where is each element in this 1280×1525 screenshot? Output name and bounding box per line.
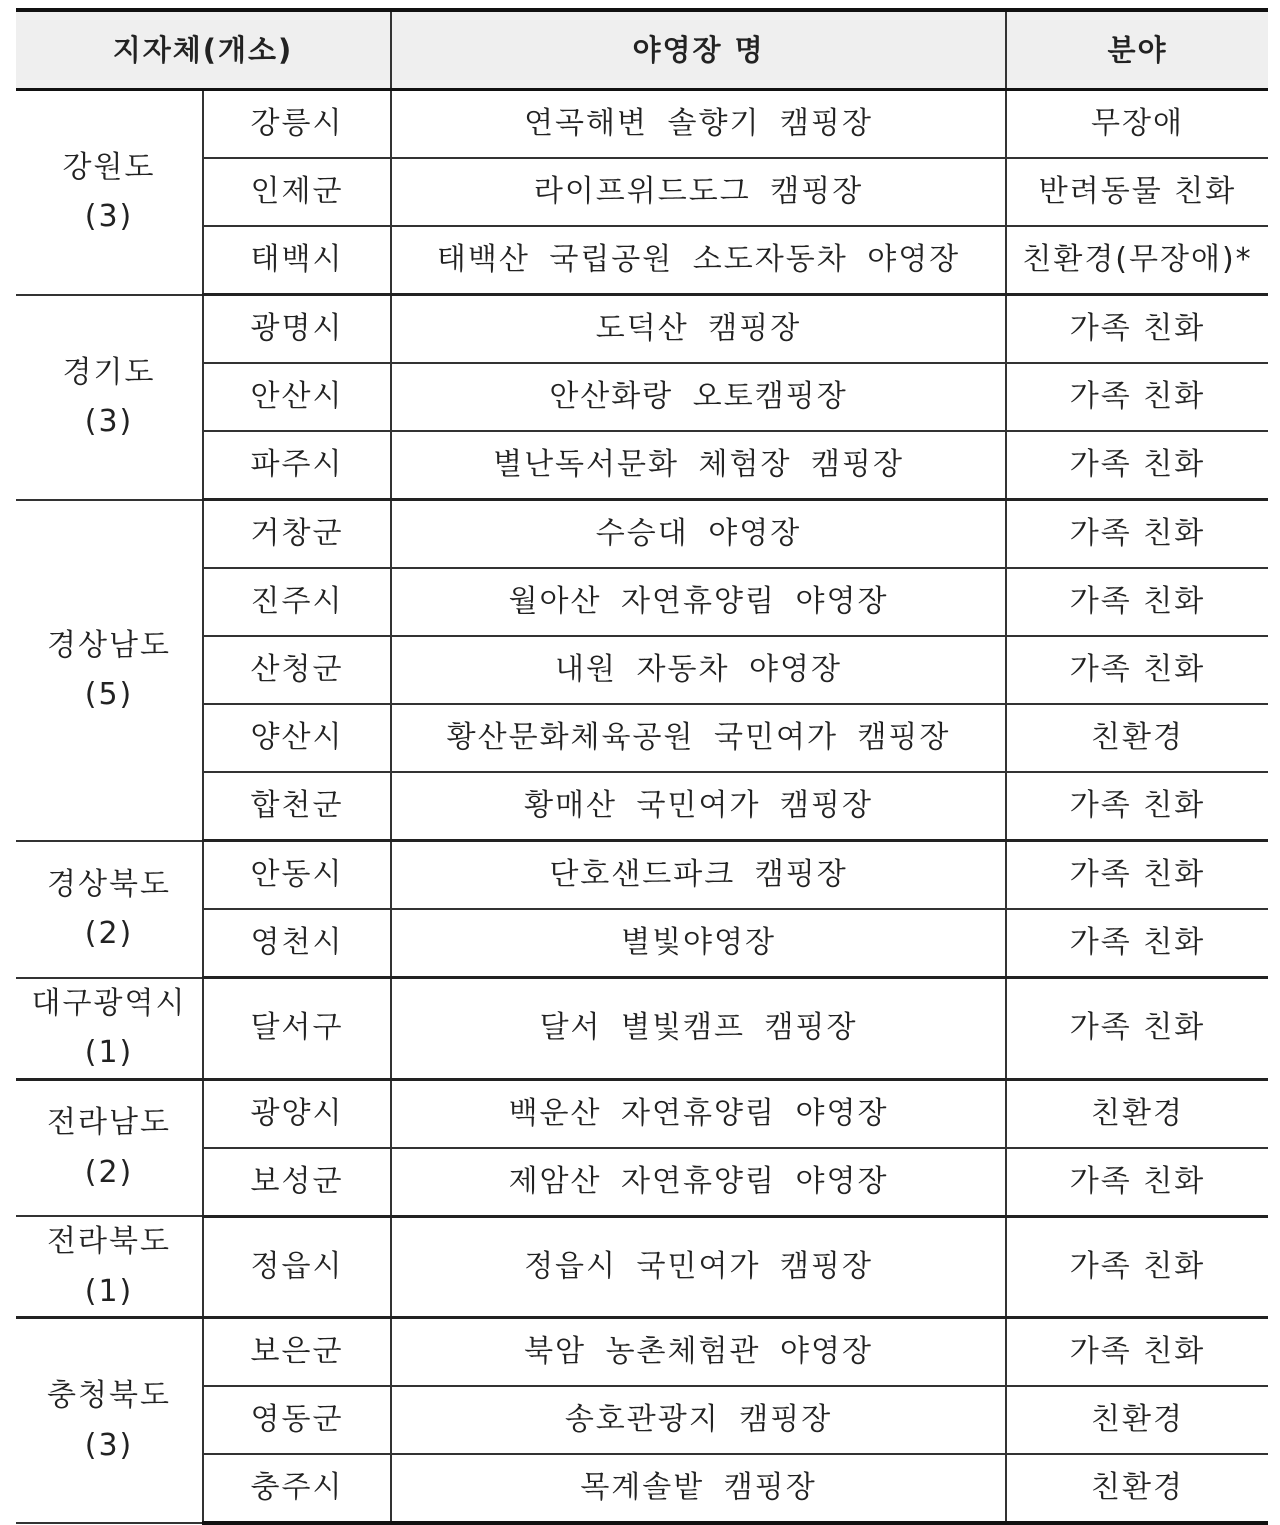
city-cell: 산청군 (203, 636, 391, 704)
city-cell: 거창군 (203, 500, 391, 569)
region-count: (3) (84, 404, 134, 439)
region-name: 경상북도 (47, 866, 171, 902)
region-cell (16, 841, 203, 978)
city-cell: 충주시 (203, 1454, 391, 1523)
field-cell: 반려동물 친화 (1006, 158, 1268, 226)
campsite-name-cell: 별빛야영장 (391, 909, 1006, 978)
field-cell: 가족 친화 (1006, 1148, 1268, 1217)
campsite-name-cell: 목계솔밭 캠핑장 (391, 1454, 1006, 1523)
field-cell: 친환경(무장애)* (1006, 226, 1268, 295)
table-row (16, 704, 1268, 772)
field-cell: 가족 친화 (1006, 568, 1268, 636)
region-cell (16, 978, 203, 1080)
field-cell: 가족 친화 (1006, 1318, 1268, 1387)
city-cell: 광명시 (203, 295, 391, 364)
field-cell: 가족 친화 (1006, 841, 1268, 910)
region-count: (1) (84, 1273, 134, 1309)
city-cell: 영동군 (203, 1386, 391, 1454)
city-cell: 정읍시 (203, 1216, 391, 1318)
table-row (16, 772, 1268, 841)
city-cell: 영천시 (203, 909, 391, 978)
region-name: 경기도 (62, 354, 156, 390)
city-cell: 안동시 (203, 841, 391, 910)
header-campsite-name: 야영장 명 (391, 10, 1006, 90)
field-cell: 가족 친화 (1006, 909, 1268, 978)
field-cell: 가족 친화 (1006, 1216, 1268, 1318)
campsite-name-cell: 라이프위드도그 캠핑장 (391, 158, 1006, 226)
field-cell: 친환경 (1006, 704, 1268, 772)
field-cell: 가족 친화 (1006, 363, 1268, 431)
campsite-name-cell: 달서 별빛캠프 캠핑장 (391, 978, 1006, 1080)
region-name: 충청북도 (47, 1378, 171, 1413)
campsite-name-cell: 단호샌드파크 캠핑장 (391, 841, 1006, 910)
table-row (16, 226, 1268, 295)
field-cell: 가족 친화 (1006, 500, 1268, 569)
field-cell: 가족 친화 (1006, 295, 1268, 364)
table-row (16, 363, 1268, 431)
region-count: (2) (84, 1154, 134, 1190)
city-cell: 인제군 (203, 158, 391, 226)
region-name: 경상남도 (47, 627, 171, 663)
city-cell: 달서구 (203, 978, 391, 1080)
city-cell: 강릉시 (203, 90, 391, 159)
field-cell: 무장애 (1006, 90, 1268, 159)
campsite-name-cell: 백운산 자연휴양림 야영장 (391, 1079, 1006, 1148)
campsite-name-cell: 내원 자동차 야영장 (391, 636, 1006, 704)
campsite-name-cell: 송호관광지 캠핑장 (391, 1386, 1006, 1454)
campsite-name-cell: 월아산 자연휴양림 야영장 (391, 568, 1006, 636)
city-cell: 보은군 (203, 1318, 391, 1387)
city-cell: 태백시 (203, 226, 391, 295)
campsite-table (16, 8, 1268, 1525)
table-body (16, 90, 1268, 1524)
table-row (16, 1454, 1268, 1523)
region-count: (3) (84, 199, 134, 235)
region-name: 강원도 (62, 149, 156, 185)
campsite-name-cell: 황산문화체육공원 국민여가 캠핑장 (391, 704, 1006, 772)
table-row (16, 90, 1268, 159)
table-row (16, 158, 1268, 226)
campsite-name-cell: 별난독서문화 체험장 캠핑장 (391, 431, 1006, 500)
table-row (16, 1386, 1268, 1454)
table-row (16, 1318, 1268, 1387)
region-cell (16, 1318, 203, 1524)
region-cell (16, 1079, 203, 1216)
field-cell: 가족 친화 (1006, 978, 1268, 1080)
city-cell: 광양시 (203, 1079, 391, 1148)
field-cell: 친환경 (1006, 1386, 1268, 1454)
city-cell: 보성군 (203, 1148, 391, 1217)
campsite-name-cell: 황매산 국민여가 캠핑장 (391, 772, 1006, 841)
campsite-name-cell: 수승대 야영장 (391, 500, 1006, 569)
campsite-name-cell: 연곡해변 솔향기 캠핑장 (391, 90, 1006, 159)
table-row (16, 909, 1268, 978)
region-cell (16, 90, 203, 295)
field-cell: 친환경 (1006, 1454, 1268, 1523)
region-count: (2) (84, 916, 134, 951)
region-cell (16, 295, 203, 500)
campsite-name-cell: 정읍시 국민여가 캠핑장 (391, 1216, 1006, 1318)
field-cell: 가족 친화 (1006, 636, 1268, 704)
header-region: 지자체(개소) (16, 10, 391, 90)
campsite-name-cell: 북암 농촌체험관 야영장 (391, 1318, 1006, 1387)
table-row (16, 1079, 1268, 1148)
table-row (16, 978, 1268, 1080)
field-cell: 친환경 (1006, 1079, 1268, 1148)
table-row (16, 295, 1268, 364)
city-cell: 합천군 (203, 772, 391, 841)
table-row (16, 568, 1268, 636)
table-row (16, 500, 1268, 569)
campsite-name-cell: 안산화랑 오토캠핑장 (391, 363, 1006, 431)
region-count: (1) (84, 1035, 134, 1070)
region-cell (16, 500, 203, 841)
region-name: 대구광역시 (31, 985, 187, 1021)
table-row (16, 636, 1268, 704)
field-cell: 가족 친화 (1006, 772, 1268, 841)
region-name: 전라북도 (47, 1224, 171, 1259)
region-cell (16, 1216, 203, 1318)
city-cell: 안산시 (203, 363, 391, 431)
region-count: (3) (84, 1427, 134, 1463)
header-field: 분야 (1006, 10, 1268, 90)
field-cell: 가족 친화 (1006, 431, 1268, 500)
region-name: 전라남도 (47, 1105, 171, 1141)
city-cell: 진주시 (203, 568, 391, 636)
header-row (16, 10, 1268, 90)
table-row (16, 841, 1268, 910)
campsite-name-cell: 도덕산 캠핑장 (391, 295, 1006, 364)
table-row (16, 431, 1268, 500)
table-row (16, 1148, 1268, 1217)
city-cell: 양산시 (203, 704, 391, 772)
campsite-name-cell: 태백산 국립공원 소도자동차 야영장 (391, 226, 1006, 295)
city-cell: 파주시 (203, 431, 391, 500)
campsite-name-cell: 제암산 자연휴양림 야영장 (391, 1148, 1006, 1217)
region-count: (5) (84, 677, 134, 712)
table-row (16, 1216, 1268, 1318)
